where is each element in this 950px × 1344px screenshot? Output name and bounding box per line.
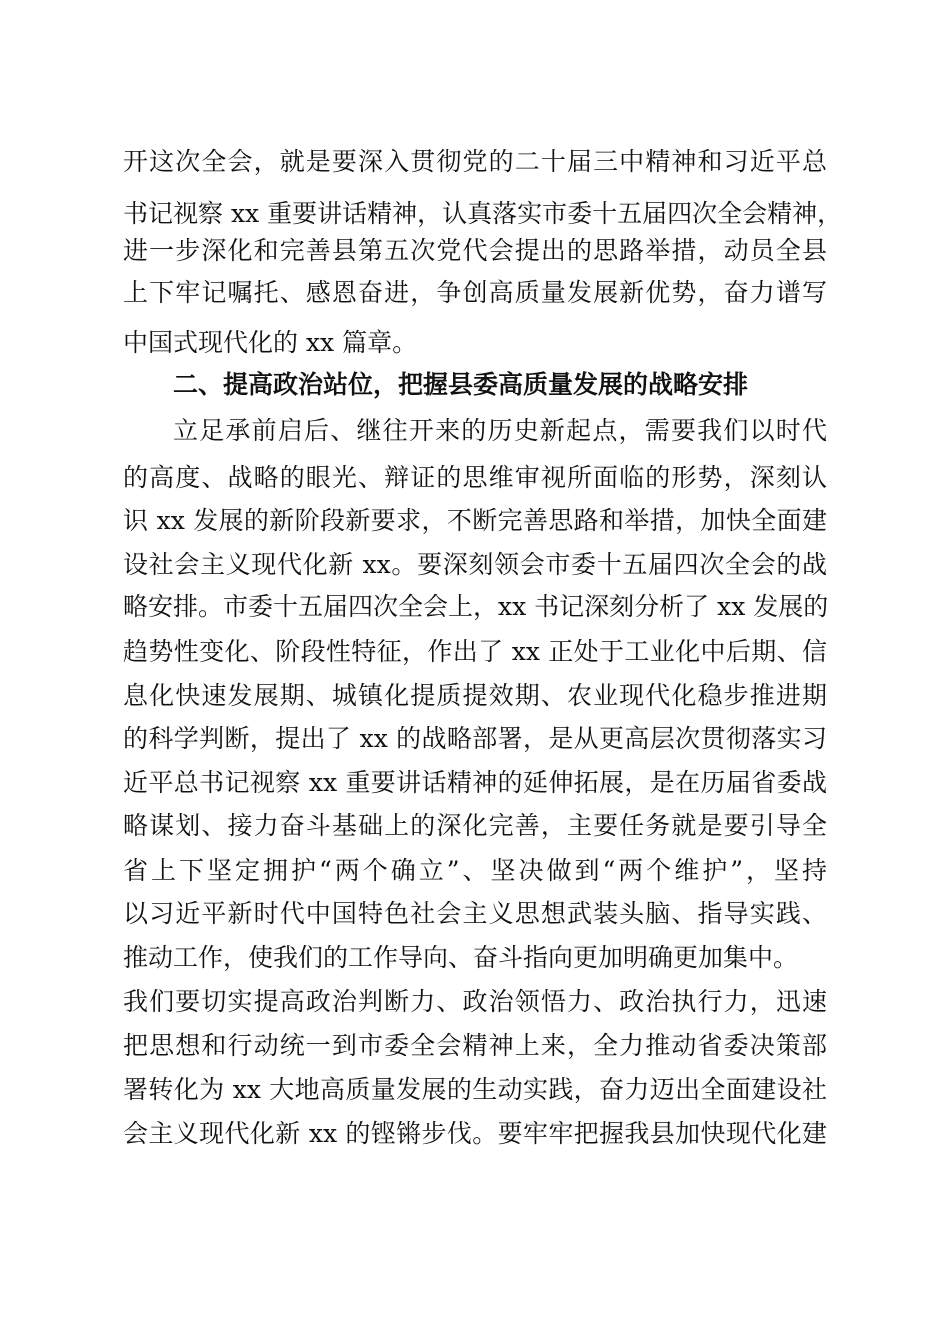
paragraph-2-line: 省上下坚定拥护“两个确立”、坚决做到“两个维护”，坚持 xyxy=(123,856,827,885)
paragraph-2-line: 设社会主义现代化新 xx。要深刻领会市委十五届四次全会的战 xyxy=(123,550,827,579)
paragraph-2-line: 趋势性变化、阶段性特征，作出了 xx 正处于工业化中后期、信 xyxy=(123,637,827,666)
paragraph-2-line: 的科学判断，提出了 xx 的战略部署，是从更高层次贯彻落实习 xyxy=(123,724,827,753)
paragraph-2-line: 会主义现代化新 xx 的铿锵步伐。要牢牢把握我县加快现代化建 xyxy=(123,1119,827,1148)
paragraph-1-line: 进一步深化和完善县第五次党代会提出的思路举措，动员全县 xyxy=(123,236,827,265)
paragraph-2-line: 近平总书记视察 xx 重要讲话精神的延伸拓展，是在历届省委战 xyxy=(123,768,827,797)
section-heading: 二、提高政治站位，把握县委高质量发展的战略安排 xyxy=(173,370,749,399)
paragraph-2-line: 息化快速发展期、城镇化提质提效期、农业现代化稳步推进期 xyxy=(123,681,827,710)
paragraph-2-line: 署转化为 xx 大地高质量发展的生动实践，奋力迈出全面建设社 xyxy=(123,1075,827,1104)
paragraph-2-line: 推动工作，使我们的工作导向、奋斗指向更加明确更加集中。 xyxy=(123,943,799,972)
paragraph-2-line: 立足承前启后、继往开来的历史新起点，需要我们以时代 xyxy=(173,416,827,445)
paragraph-2-line: 把思想和行动统一到市委全会精神上来，全力推动省委决策部 xyxy=(123,1031,827,1060)
paragraph-2-line: 以习近平新时代中国特色社会主义思想武装头脑、指导实践、 xyxy=(123,899,827,928)
paragraph-1-line: 开这次全会，就是要深入贯彻党的二十届三中精神和习近平总 xyxy=(123,147,827,176)
paragraph-2-line: 略谋划、接力奋斗基础上的深化完善，主要任务就是要引导全 xyxy=(123,811,827,840)
paragraph-2-line: 识 xx 发展的新阶段新要求，不断完善思路和举措，加快全面建 xyxy=(123,506,827,535)
paragraph-2-line: 略安排。市委十五届四次全会上，xx 书记深刻分析了 xx 发展的 xyxy=(123,592,829,621)
paragraph-2-line: 的高度、战略的眼光、辩证的思维审视所面临的形势，深刻认 xyxy=(123,463,827,492)
paragraph-1-line: 上下牢记嘱托、感恩奋进，争创高质量发展新优势，奋力谱写 xyxy=(123,278,827,307)
paragraph-2-line: 我们要切实提高政治判断力、政治领悟力、政治执行力，迅速 xyxy=(123,987,827,1016)
paragraph-1-line: 书记视察 xx 重要讲话精神，认真落实市委十五届四次全会精神， xyxy=(123,199,843,228)
paragraph-1-line: 中国式现代化的 xx 篇章。 xyxy=(123,328,418,357)
